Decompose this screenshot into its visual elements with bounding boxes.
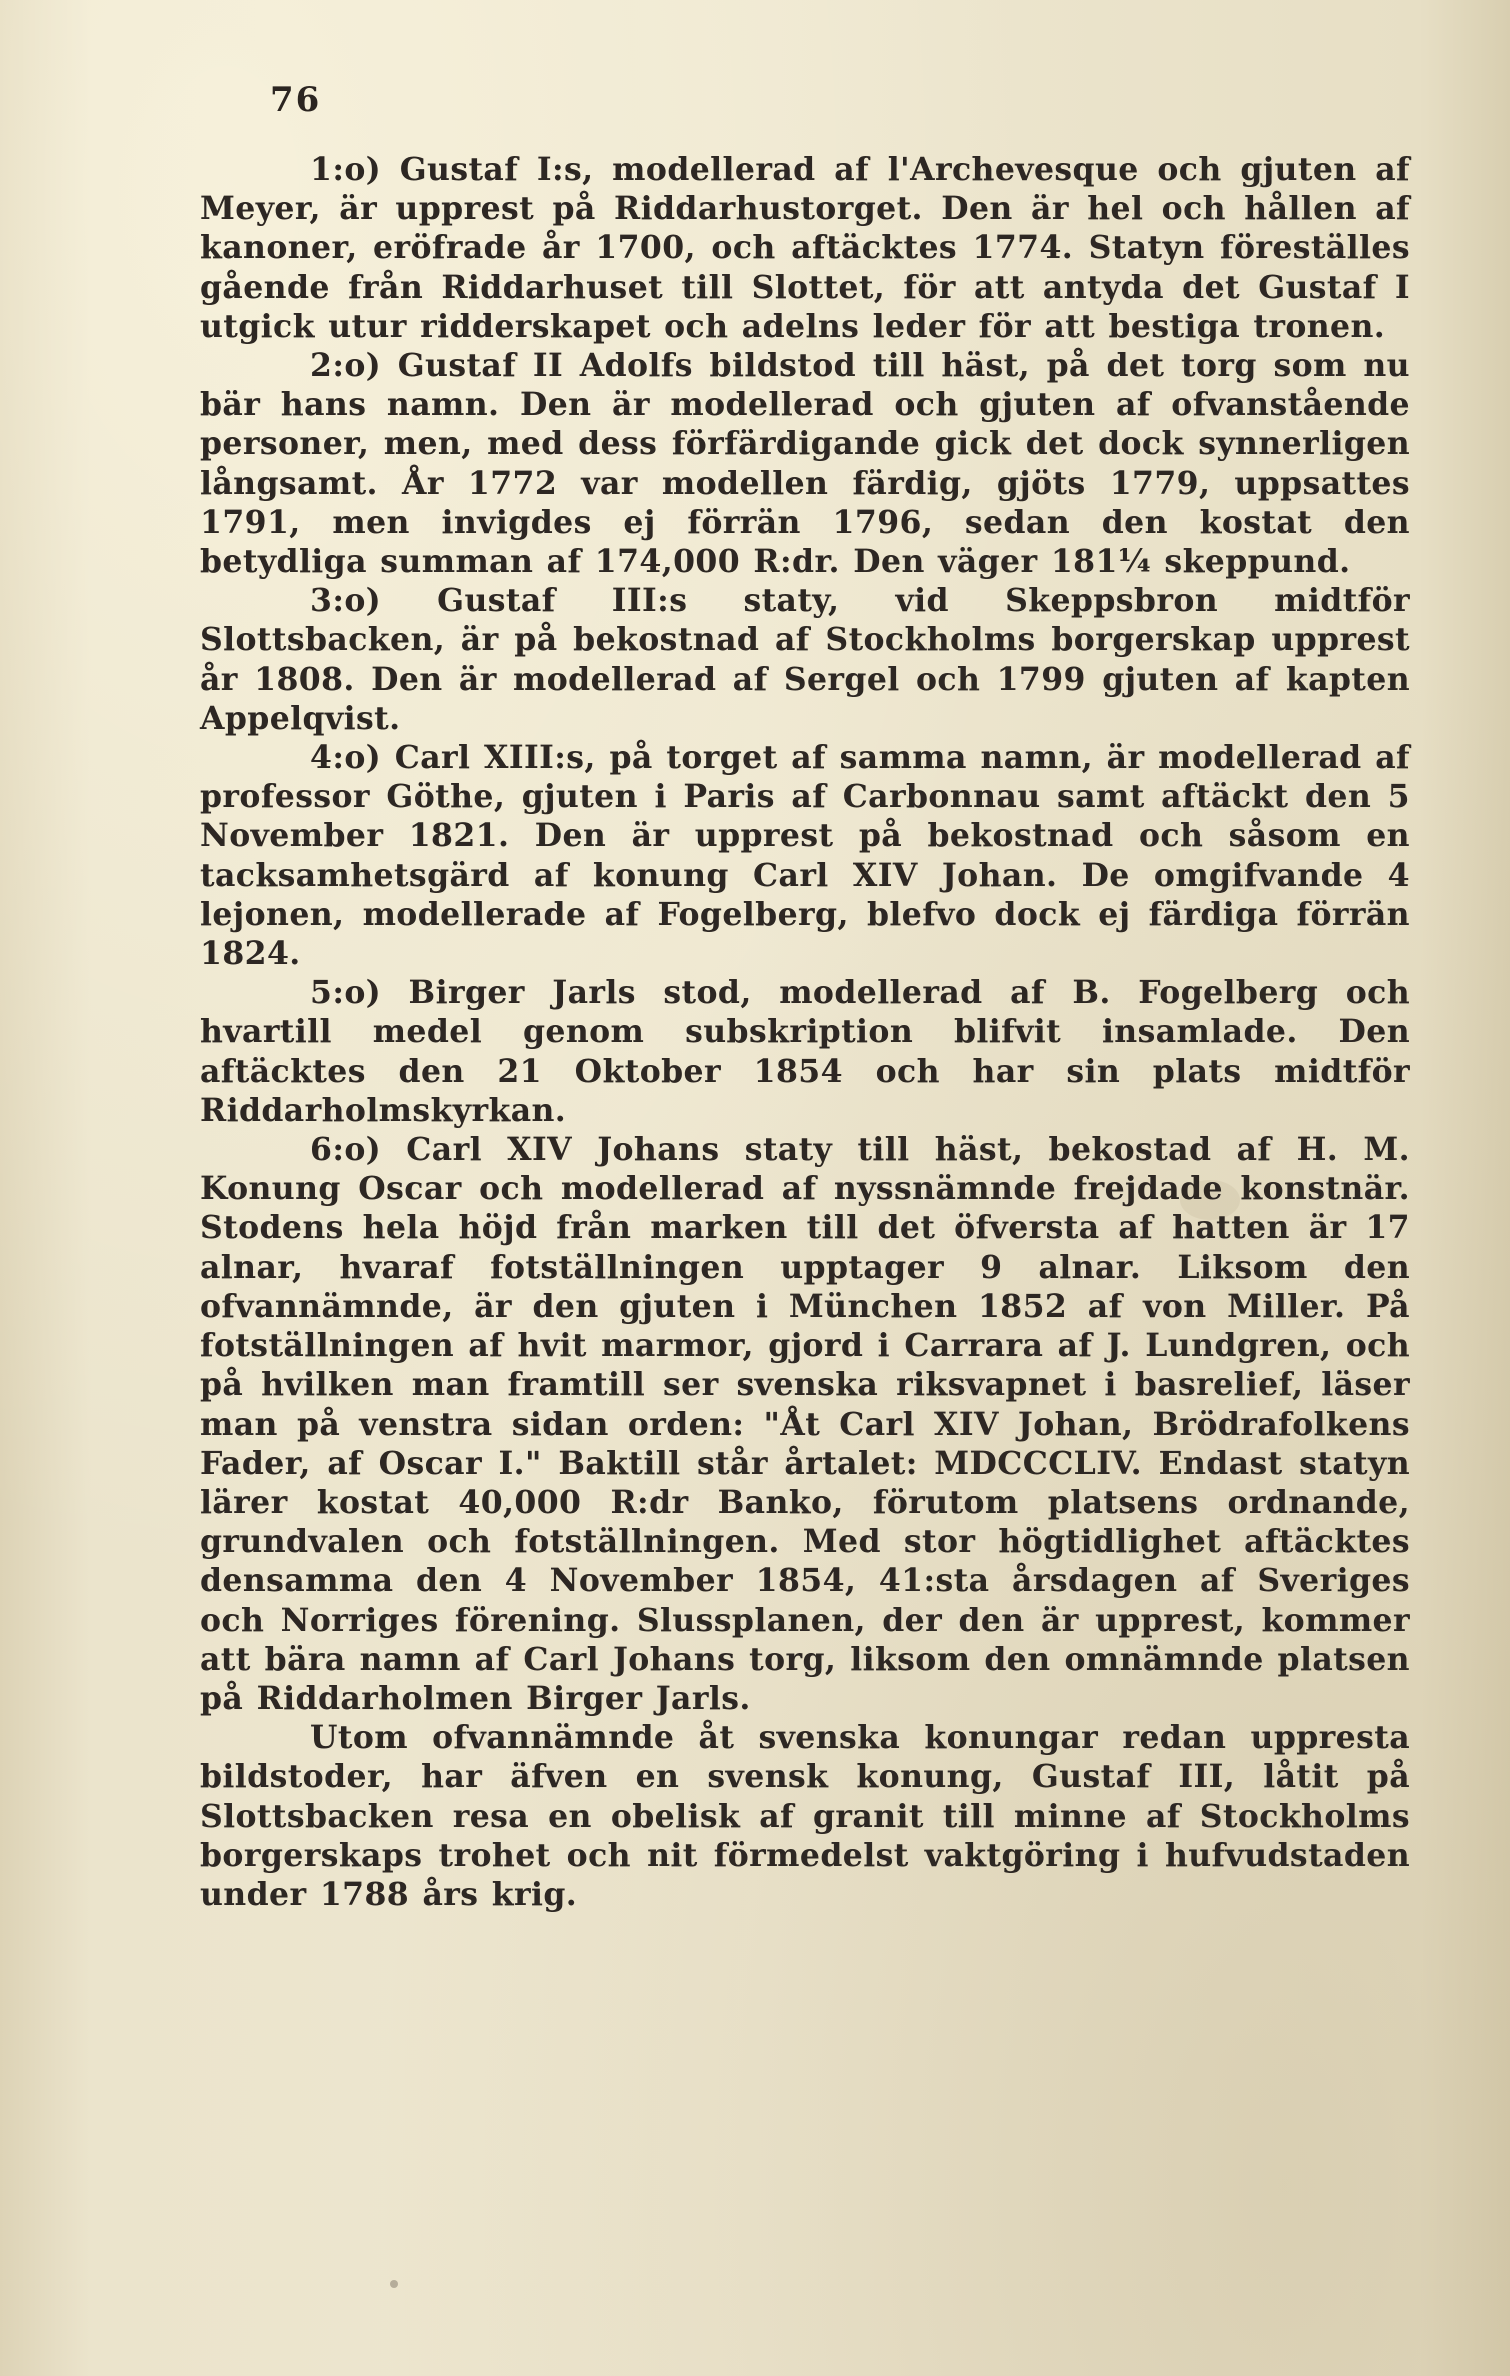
page-body-text (200, 150, 1410, 1914)
paragraph-3: 3:o) Gustaf III:s staty, vid Skeppsbron midtför Slottsbacken, är på bekostnad af Stockholms borgerskap upprest år 1808. Den är modellerad af Sergel och 1799 gjuten af kapten Appelqvist. (200, 582, 1410, 737)
paper-speck (390, 2280, 398, 2288)
paragraph-1: 1:o) Gustaf I:s, modellerad af l'Archevesque och gjuten af Meyer, är upprest på Riddarhustorget. Den är hel och hållen af kanoner, eröfrade år 1700, och aftäcktes 1774. Statyn föreställes gående från Riddarhuset till Slottet, för att antyda det Gustaf I utgick utur ridderskapet och adelns leder för att bestiga tronen. (200, 151, 1410, 345)
paragraph-7: Utom ofvannämnde åt svenska konungar redan uppresta bildstoder, har äfven en svensk konung, Gustaf III, låtit på Slottsbacken resa en obelisk af granit till minne af Stockholms borgerskaps trohet och nit förmedelst vaktgöring i hufvudstaden under 1788 års krig. (200, 1719, 1410, 1913)
page-number: 76 (270, 80, 322, 120)
paragraph-4: 4:o) Carl XIII:s, på torget af samma namn, är modellerad af professor Göthe, gjuten i Paris af Carbonnau samt aftäckt den 5 November 1821. Den är upprest på bekostnad och såsom en tacksamhetsgärd af konung Carl XIV Johan. De omgifvande 4 lejonen, modellerade af Fogelberg, blefvo dock ej färdiga förrän 1824. (200, 739, 1410, 973)
paragraph-5: 5:o) Birger Jarls stod, modellerad af B. Fogelberg och hvartill medel genom subskription blifvit insamlade. Den aftäcktes den 21 Oktober 1854 och har sin plats midtför Riddarholmskyrkan. (200, 974, 1410, 1129)
paragraph-2: 2:o) Gustaf II Adolfs bildstod till häst, på det torg som nu bär hans namn. Den är modellerad och gjuten af ofvanstående personer, men, med dess förfärdigande gick det dock synnerligen långsamt. År 1772 var modellen färdig, gjöts 1779, uppsattes 1791, men invigdes ej förrän 1796, sedan den kostat den betydliga summan af 174,000 R:dr. Den väger 181¼ skeppund. (200, 347, 1410, 581)
paragraph-6: 6:o) Carl XIV Johans staty till häst, bekostad af H. M. Konung Oscar och modellerad af nyssnämnde frejdade konstnär. Stodens hela höjd från marken till det öfversta af hatten är 17 alnar, hvaraf fotställningen upptager 9 alnar. Liksom den ofvannämnde, är den gjuten i München 1852 af von Miller. På fotställningen af hvit marmor, gjord i Carrara af J. Lundgren, och på hvilken man framtill ser svenska riksvapnet i basrelief, läser man på venstra sidan orden: "Åt Carl XIV Johan, Brödrafolkens Fader, af Oscar I." Baktill står årtalet: MDCCCLIV. Endast statyn lärer kostat 40,000 R:dr Banko, förutom platsens ordnande, grundvalen och fotställningen. Med stor högtidlighet aftäcktes densamma den 4 November 1854, 41:sta årsdagen af Sveriges och Norriges förening. Slussplanen, der den är upprest, kommer att bära namn af Carl Johans torg, liksom den omnämnde platsen på Riddarholmen Birger Jarls. (200, 1131, 1410, 1717)
